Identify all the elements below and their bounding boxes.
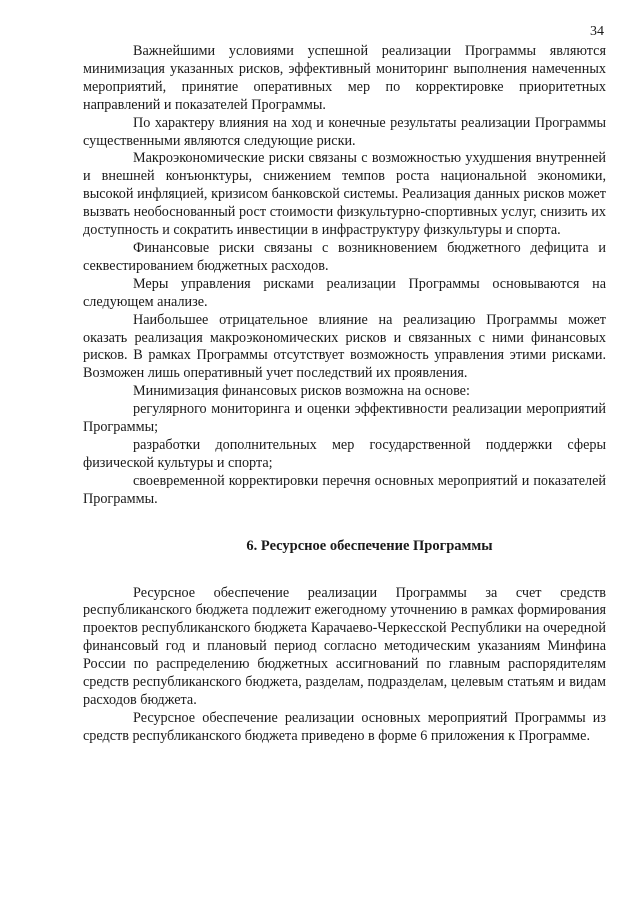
paragraph: Ресурсное обеспечение реализации основных мероприятий Программы из средств республиканского бюджета приведено в форме 6 приложения к Программе. [83, 709, 606, 744]
page-number: 34 [590, 24, 604, 39]
section-title: 6. Ресурсное обеспечение Программы [246, 537, 493, 554]
paragraph: Ресурсное обеспечение реализации Программы за счет средств республиканского бюджета подлежит ежегодному уточнению в рамках формирования проектов республиканского бюджета Карачаево-Черкесской Республики на очередной финансовый год и плановый период согласно методическим указаниям Минфина России по распределению бюджетных ассигнований по главным распорядителям средств республиканского бюджета, разделам, подразделам, целевым статьям и видам расходов бюджета. [83, 584, 606, 708]
paragraph: регулярного мониторинга и оценки эффективности реализации мероприятий Программы; [83, 401, 606, 436]
paragraph: разработки дополнительных мер государственной поддержки сферы физической культуры и спорта; [83, 436, 606, 471]
paragraph: Макроэкономические риски связаны с возможностью ухудшения внутренней и внешней конъюнктуры, снижением темпов роста национальной экономики, высокой инфляцией, кризисом банковской системы. Реализация данных рисков может вызвать необоснованный рост стоимости физкультурно-спортивных услуг, снизить их доступность и сократить инвестиции в инфраструктуру физкультуры и спорта. [83, 150, 606, 239]
paragraph: Минимизация финансовых рисков возможна на основе: [133, 383, 470, 400]
paragraph: своевременной корректировки перечня основных мероприятий и показателей Программы. [83, 472, 606, 507]
paragraph: Важнейшими условиями успешной реализации Программы являются минимизация указанных рисков, эффективный мониторинг выполнения намеченных мероприятий, принятие оперативных мер по корректировке приоритетных направлений и показателей Программы. [83, 43, 606, 113]
document-body [83, 43, 606, 746]
paragraph: Наибольшее отрицательное влияние на реализацию Программы может оказать реализация макроэкономических рисков и связанных с ними финансовых рисков. В рамках Программы отсутствует возможность управления этими рисками. Возможен лишь оперативный учет последствий их проявления. [83, 311, 606, 382]
paragraph: По характеру влияния на ход и конечные результаты реализации Программы существенными являются следующие риски. [83, 114, 606, 149]
paragraph: Меры управления рисками реализации Программы основываются на следующем анализе. [83, 275, 606, 310]
paragraph: Финансовые риски связаны с возникновением бюджетного дефицита и секвестированием бюджетных расходов. [83, 239, 606, 274]
